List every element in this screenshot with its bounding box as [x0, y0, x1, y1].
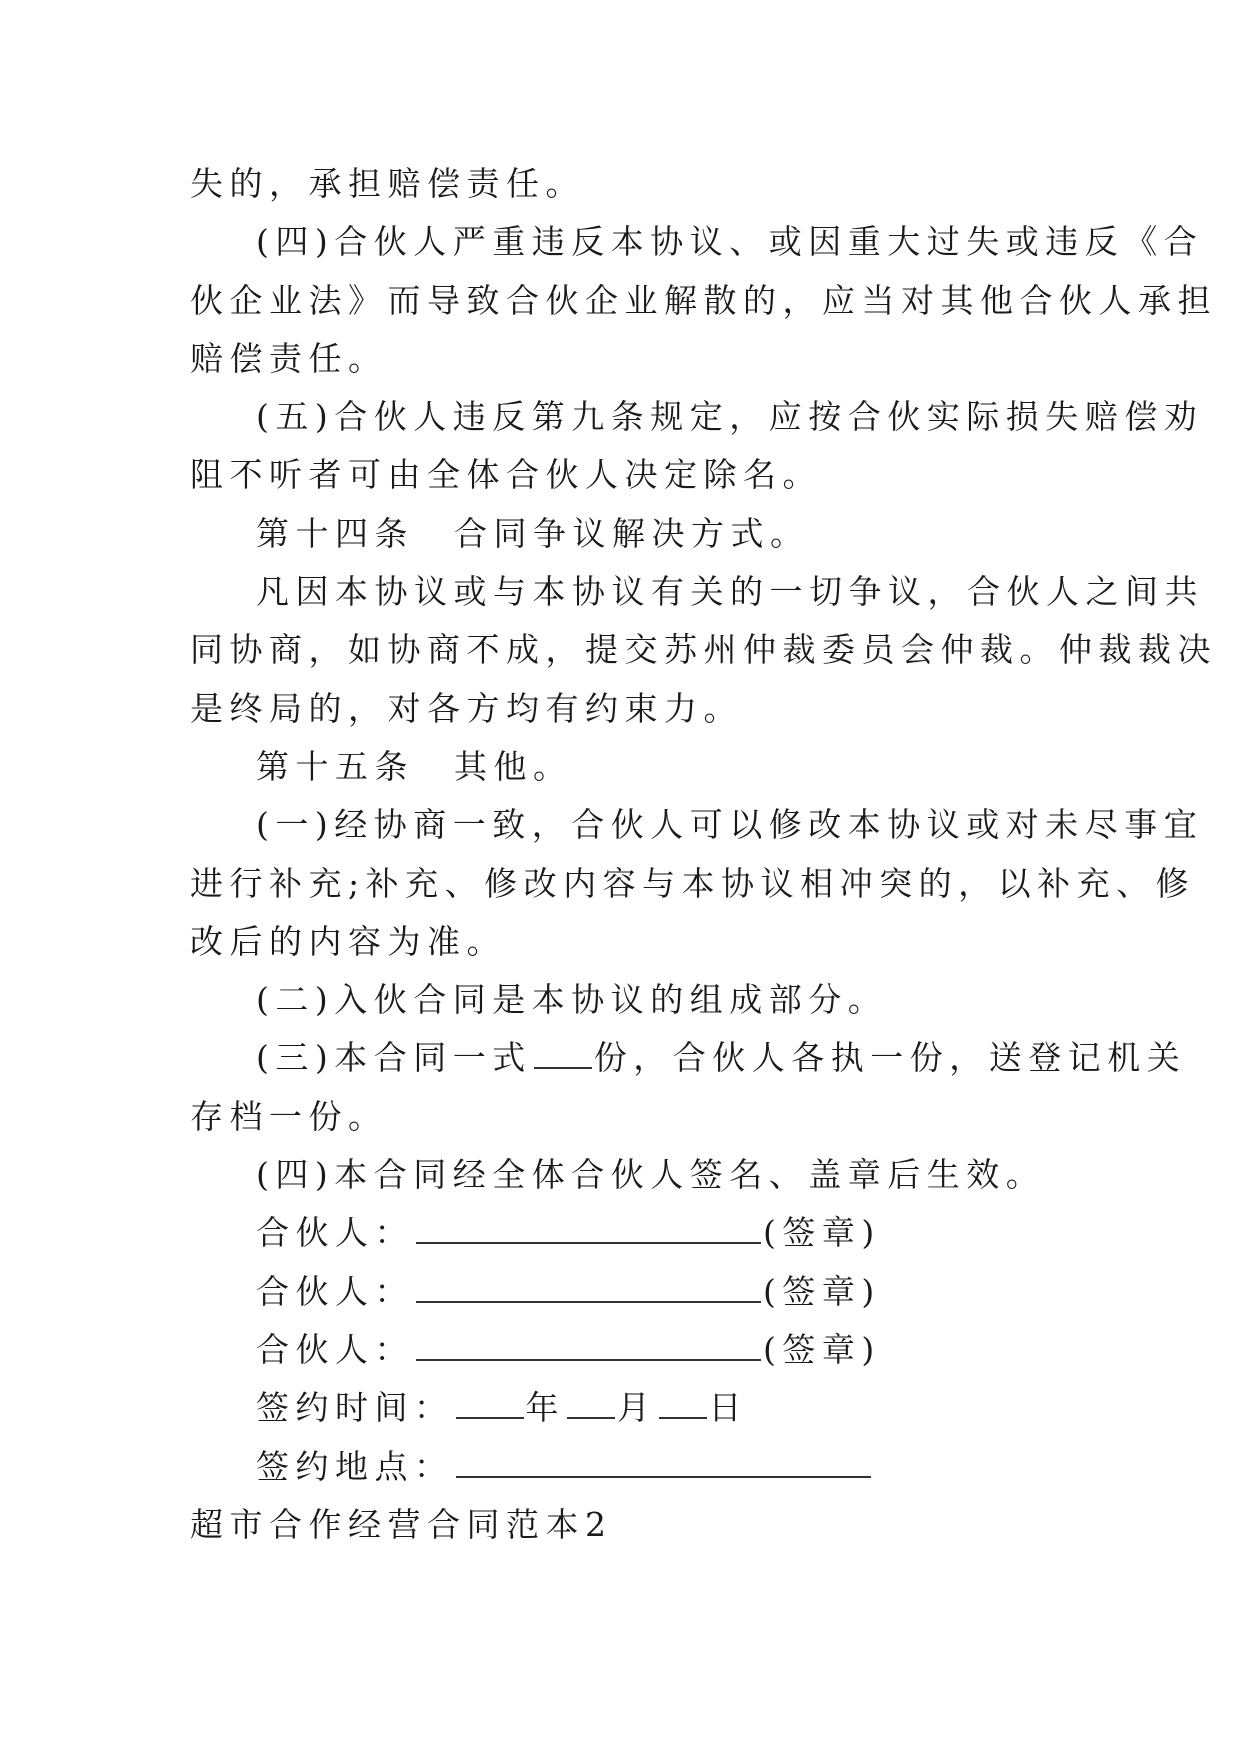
seal-label: (签章)	[763, 1329, 881, 1369]
paragraph-line: 伙企业法》而导致合伙企业解散的，应当对其他合伙人承担	[190, 280, 1217, 320]
paragraph-line: 失的，承担赔偿责任。	[190, 164, 585, 203]
document-page	[190, 155, 1217, 1554]
year-blank[interactable]	[456, 1387, 524, 1419]
copies-clause-start: (三)本合同一式	[256, 1038, 532, 1078]
paragraph-line: (四)合伙人严重违反本协议、或因重大过失或违反《合	[256, 222, 1204, 262]
seal-label: (签章)	[763, 1213, 881, 1253]
partner-signature-line	[190, 1204, 1060, 1262]
partner-label: 合伙人：	[256, 1213, 414, 1253]
signing-place-line	[190, 1438, 1060, 1496]
day-label: 日	[708, 1388, 748, 1428]
month-blank[interactable]	[567, 1387, 615, 1419]
place-blank[interactable]	[456, 1446, 871, 1478]
date-label: 签约时间：	[256, 1388, 454, 1428]
seal-label: (签章)	[763, 1271, 881, 1311]
partner-signature-blank[interactable]	[416, 1271, 761, 1303]
article-number: 第十五条	[256, 746, 414, 786]
copies-clause	[190, 1029, 1187, 1087]
article-title: 合同争议解决方式。	[454, 513, 810, 553]
paragraph-line: (四)本合同经全体合伙人签名、盖章后生效。	[256, 1155, 1046, 1195]
partner-signature-line	[190, 1263, 1060, 1321]
paragraph-line: 进行补充;补充、修改内容与本协议相冲突的，以补充、修	[190, 863, 1196, 903]
next-section-title: 超市合作经营合同范本2	[190, 1504, 613, 1544]
day-blank[interactable]	[659, 1387, 707, 1419]
paragraph-line: 是终局的，对各方均有约束力。	[190, 688, 743, 728]
signing-date-line	[190, 1379, 1060, 1437]
copies-clause-end: 份，合伙人各执一份，送登记机关	[593, 1038, 1187, 1078]
paragraph-line: (二)入伙合同是本协议的组成部分。	[256, 980, 888, 1020]
paragraph-line: 存档一份。	[190, 1096, 388, 1136]
year-label: 年	[525, 1388, 565, 1428]
paragraph-line: (一)经协商一致，合伙人可以修改本协议或对未尽事宜	[256, 805, 1204, 845]
article-number: 第十四条	[256, 513, 414, 553]
partner-label: 合伙人：	[256, 1329, 414, 1369]
article-15-heading	[190, 738, 1060, 796]
paragraph-line: 赔偿责任。	[190, 338, 388, 378]
partner-label: 合伙人：	[256, 1271, 414, 1311]
paragraph-line: 凡因本协议或与本协议有关的一切争议，合伙人之间共	[256, 572, 1204, 612]
month-label: 月	[617, 1388, 657, 1428]
partner-signature-blank[interactable]	[416, 1212, 761, 1244]
partner-signature-blank[interactable]	[416, 1329, 761, 1361]
paragraph-line: 同协商，如协商不成，提交苏州仲裁委员会仲裁。仲裁裁决	[190, 630, 1217, 670]
partner-signature-line	[190, 1321, 1060, 1379]
article-title: 其他。	[454, 746, 573, 786]
place-label: 签约地点：	[256, 1446, 454, 1486]
paragraph-line: 阻不听者可由全体合伙人决定除名。	[190, 455, 822, 495]
article-14-heading	[190, 505, 1060, 563]
paragraph-line: (五)合伙人违反第九条规定，应按合伙实际损失赔偿劝	[256, 397, 1204, 437]
copies-blank[interactable]	[534, 1037, 592, 1069]
paragraph-line: 改后的内容为准。	[190, 921, 506, 961]
